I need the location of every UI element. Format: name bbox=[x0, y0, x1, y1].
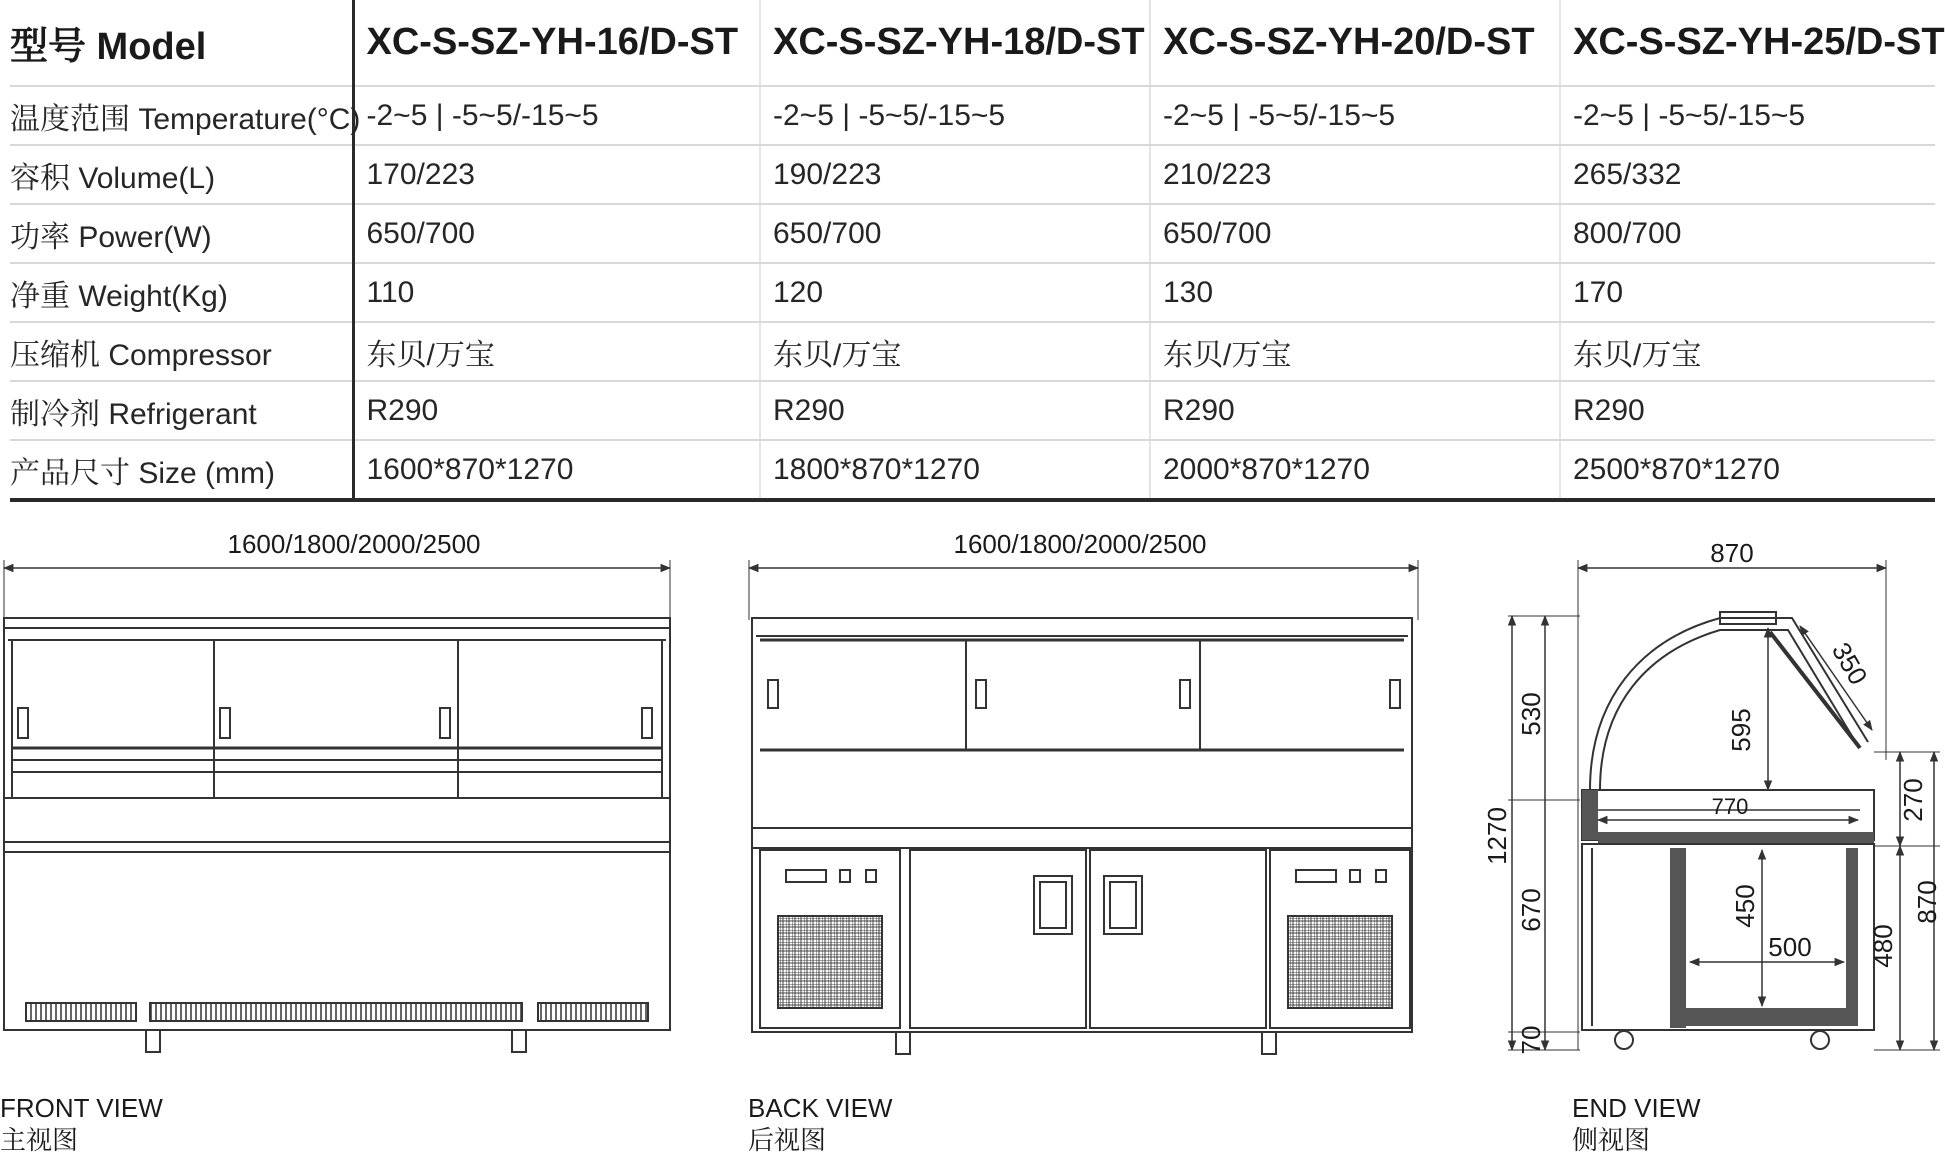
foot-dim: 70 bbox=[1516, 1025, 1546, 1055]
front-view-title-en: FRONT VIEW bbox=[0, 1093, 163, 1123]
model-name: XC-S-SZ-YH-18/D-ST bbox=[760, 0, 1150, 86]
back-view-drawing bbox=[749, 560, 1418, 1054]
row-label: 压缩机 Compressor bbox=[10, 322, 353, 381]
cell: 1800*870*1270 bbox=[760, 440, 1150, 500]
cell: 650/700 bbox=[353, 204, 760, 263]
inner-height-dim: 595 bbox=[1726, 708, 1756, 752]
end-view-title-zh: 侧视图 bbox=[1572, 1125, 1651, 1155]
model-label: 型号 Model bbox=[10, 0, 353, 86]
front-view-caption bbox=[0, 1092, 163, 1156]
back-view-title-en: BACK VIEW bbox=[748, 1093, 893, 1123]
cell: 东贝/万宝 bbox=[760, 322, 1150, 381]
end-view-title-en: END VIEW bbox=[1572, 1093, 1701, 1123]
cabinet-width-dim: 500 bbox=[1768, 932, 1812, 962]
base-right-dim: 480 bbox=[1868, 924, 1898, 968]
glass-dim: 350 bbox=[1825, 637, 1874, 690]
cell: R290 bbox=[353, 381, 760, 440]
cabinet-inner-dim: 450 bbox=[1730, 884, 1760, 928]
cell: 170 bbox=[1560, 263, 1935, 322]
cell: R290 bbox=[760, 381, 1150, 440]
model-name: XC-S-SZ-YH-16/D-ST bbox=[353, 0, 760, 86]
back-view-caption bbox=[748, 1092, 892, 1156]
row-label: 功率 Power(W) bbox=[10, 204, 353, 263]
row-label: 温度范围 Temperature(°C) bbox=[10, 86, 353, 145]
side-right-dim: 270 bbox=[1898, 778, 1928, 822]
cell: 东贝/万宝 bbox=[1150, 322, 1560, 381]
row-label: 产品尺寸 Size (mm) bbox=[10, 440, 353, 500]
cell: 130 bbox=[1150, 263, 1560, 322]
cell: 210/223 bbox=[1150, 145, 1560, 204]
cell: 东贝/万宝 bbox=[1560, 322, 1935, 381]
cell: R290 bbox=[1560, 381, 1935, 440]
depth-dim: 870 bbox=[1710, 538, 1754, 568]
cell: 东贝/万宝 bbox=[353, 322, 760, 381]
cell: 265/332 bbox=[1560, 145, 1935, 204]
cell: -2~5 | -5~5/-15~5 bbox=[760, 86, 1150, 145]
deck-width-dim: 770 bbox=[1711, 794, 1749, 819]
row-label: 制冷剂 Refrigerant bbox=[10, 381, 353, 440]
model-name: XC-S-SZ-YH-20/D-ST bbox=[1150, 0, 1560, 86]
cell: 650/700 bbox=[760, 204, 1150, 263]
cell: 800/700 bbox=[1560, 204, 1935, 263]
total-height-dim: 1270 bbox=[1482, 807, 1512, 865]
front-view-title-zh: 主视图 bbox=[0, 1125, 79, 1155]
upper-dim: 530 bbox=[1516, 692, 1546, 736]
cell: 170/223 bbox=[353, 145, 760, 204]
front-view-drawing bbox=[4, 560, 670, 1052]
back-width-dim: 1600/1800/2000/2500 bbox=[953, 529, 1207, 559]
row-label: 容积 Volume(L) bbox=[10, 145, 353, 204]
cell: -2~5 | -5~5/-15~5 bbox=[1150, 86, 1560, 145]
cell: 2000*870*1270 bbox=[1150, 440, 1560, 500]
cell: 120 bbox=[760, 263, 1150, 322]
cell: -2~5 | -5~5/-15~5 bbox=[1560, 86, 1935, 145]
right-total-dim: 870 bbox=[1912, 880, 1942, 924]
row-label: 净重 Weight(Kg) bbox=[10, 263, 353, 322]
cell: 1600*870*1270 bbox=[353, 440, 760, 500]
front-width-dim: 1600/1800/2000/2500 bbox=[227, 529, 481, 559]
lower-dim: 670 bbox=[1516, 888, 1546, 932]
cell: 190/223 bbox=[760, 145, 1150, 204]
cell: -2~5 | -5~5/-15~5 bbox=[353, 86, 760, 145]
cell: 110 bbox=[353, 263, 760, 322]
back-view-title-zh: 后视图 bbox=[748, 1125, 827, 1155]
cell: R290 bbox=[1150, 381, 1560, 440]
model-name: XC-S-SZ-YH-25/D-ST bbox=[1560, 0, 1935, 86]
cell: 650/700 bbox=[1150, 204, 1560, 263]
end-view-caption bbox=[1572, 1092, 1701, 1156]
cell: 2500*870*1270 bbox=[1560, 440, 1935, 500]
